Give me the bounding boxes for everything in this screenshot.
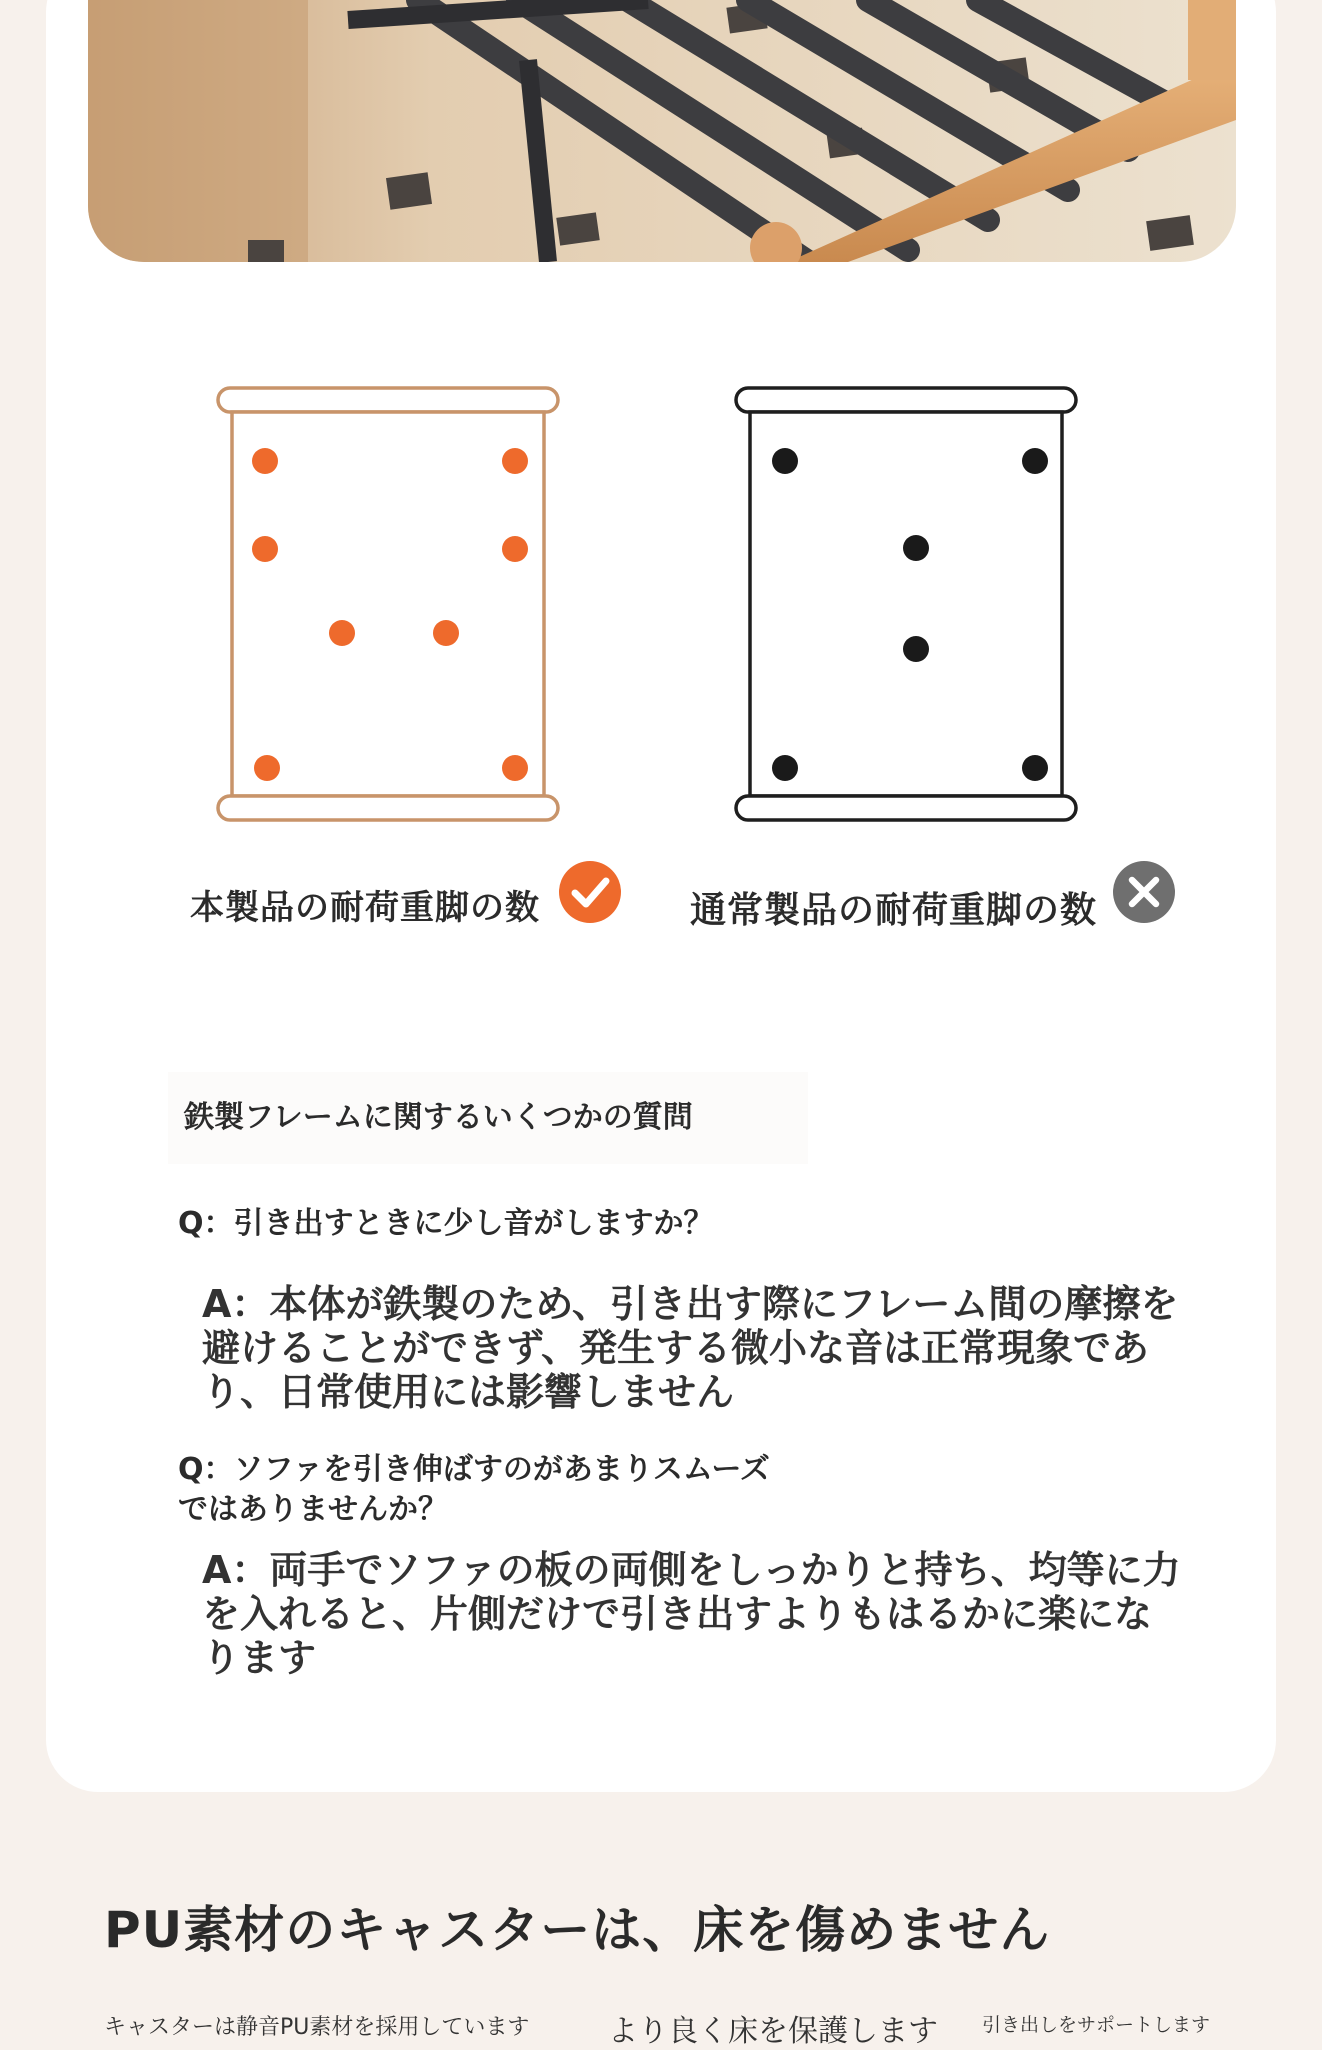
support-leg-dot [772, 448, 798, 474]
support-leg-dot [252, 536, 278, 562]
faq-question: Q：引き出すときに少し音がしますか？ [178, 1206, 714, 1241]
faq-answer: A：両手でソファの板の両側をしっかりと持ち、均等に力を入れると、片側だけで引き出すよりもはるかに楽になります [202, 1548, 1181, 1680]
feature-caption: キャスターは静音PU素材を採用しています [104, 2015, 530, 2040]
support-leg-dot [1022, 448, 1048, 474]
support-leg-dot [254, 755, 280, 781]
normal-product-label: 通常製品の耐荷重脚の数 [690, 890, 1098, 931]
feature-caption: 引き出しをサポートします [982, 2014, 1211, 2036]
faq-title: 鉄製フレームに関するいくつかの質問 [168, 1072, 808, 1164]
support-leg-dot [1022, 755, 1048, 781]
cross-icon [1112, 860, 1176, 924]
support-leg-dot [433, 620, 459, 646]
support-leg-dot [502, 755, 528, 781]
support-leg-dot [903, 636, 929, 662]
feature-caption: より良く床を保護します [608, 2014, 938, 2049]
normal-product-leg-diagram [728, 380, 1088, 830]
faq-answer: A：本体が鉄製のため、引き出す際にフレーム間の摩擦を避けることができず、発生する微小な音は正常現象であり、日常使用には影響しません [202, 1282, 1179, 1414]
support-leg-dot [329, 620, 355, 646]
support-leg-dot [903, 535, 929, 561]
support-leg-dot [772, 755, 798, 781]
this-product-label: 本製品の耐荷重脚の数 [190, 888, 540, 928]
product-photo [88, 0, 1236, 262]
support-leg-dot [502, 536, 528, 562]
this-product-leg-diagram [210, 380, 570, 830]
support-leg-dot [502, 448, 528, 474]
support-leg-dot [252, 448, 278, 474]
check-icon [558, 860, 622, 924]
caster-section-title: PU素材のキャスターは、床を傷めません [104, 1901, 1051, 1959]
faq-question: Q：ソファを引き伸ばすのがあまりスムーズではありませんか？ [178, 1452, 770, 1527]
